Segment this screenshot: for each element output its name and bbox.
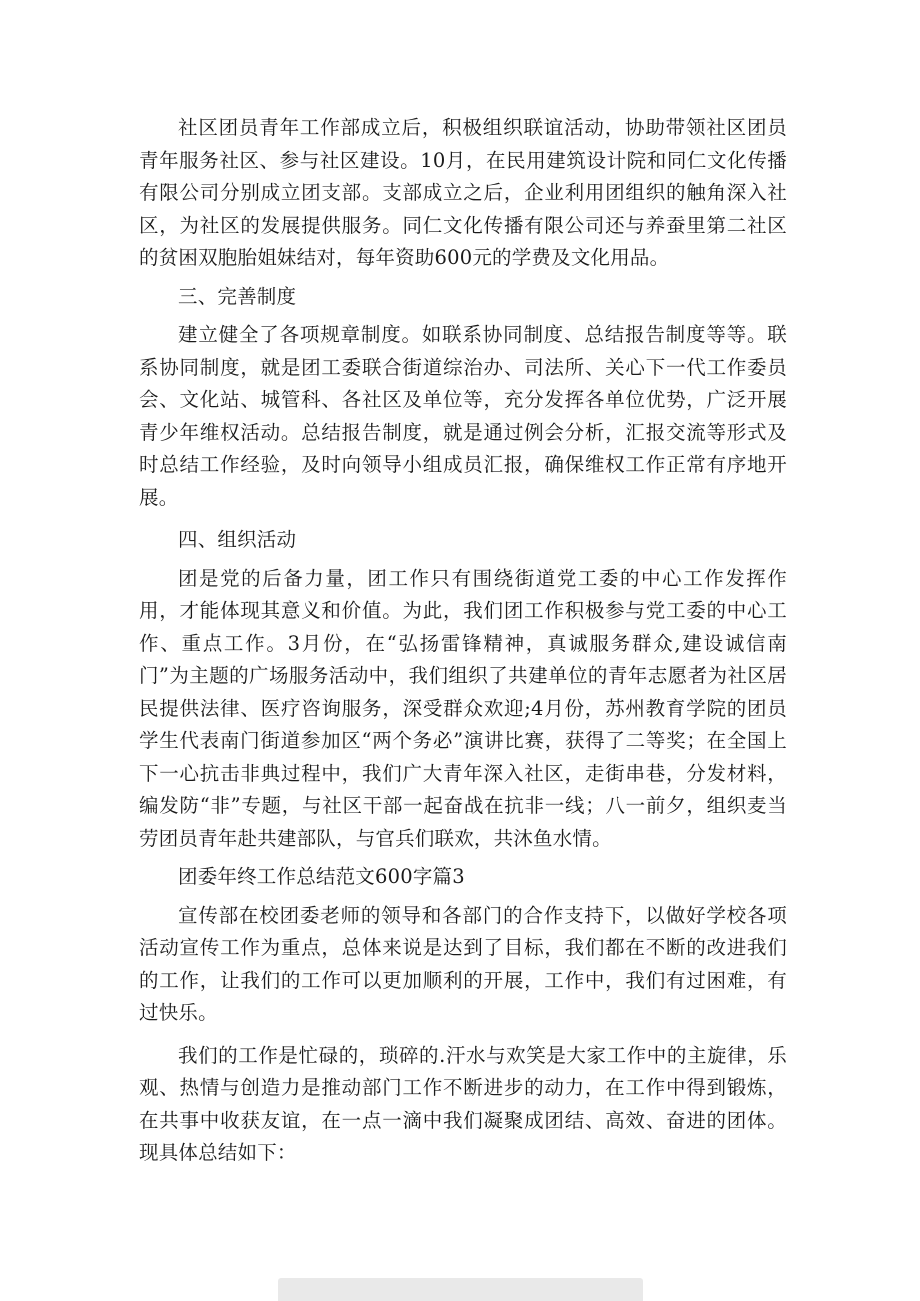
paragraph-activities: 团是党的后备力量，团工作只有围绕街道党工委的中心工作发挥作用，才能体现其意义和价值。为此，我们团工作积极参与党工委的中心工作、重点工作。3月份，在“弘扬雷锋精神，真诚服务群众,建设诚信南门”为主题的广场服务活动中，我们组织了共建单位的青年志愿者为社区居民提供法律、医疗咨询服务，深受群众欢迎;4月份，苏州教育学院的团员学生代表南门街道参加区“两个务必”演讲比赛，获得了二等奖；在全国上下一心抗击非典过程中，我们广大青年深入社区，走街串巷，分发材料，编发防“非”专题，与社区干部一起奋战在抗非一线；八一前夕，组织麦当劳团员青年赴共建部队，与官兵们联欢，共沐鱼水情。 (139, 566, 787, 850)
paragraph-publicity-dept: 宣传部在校团委老师的领导和各部门的合作支持下，以做好学校各项活动宣传工作为重点，总体来说是达到了目标，我们都在不断的改进我们的工作，让我们的工作可以更加顺利的开展，工作中，我们有过困难，有过快乐。 (139, 903, 787, 1024)
page-footer-bar (278, 1278, 643, 1301)
paragraph-community-youth: 社区团员青年工作部成立后，积极组织联谊活动，协助带领社区团员青年服务社区、参与社区建设。10月，在民用建筑设计院和同仁文化传播有限公司分别成立团支部。支部成立之后，企业利用团组织的触角深入社区，为社区的发展提供服务。同仁文化传播有限公司还与养蚕里第二社区的贫困双胞胎姐妹结对，每年资助600元的学费及文化用品。 (139, 116, 787, 269)
paragraph-rules-system: 建立健全了各项规章制度。如联系协同制度、总结报告制度等等。联系协同制度，就是团工委联合街道综治办、司法所、关心下一代工作委员会、文化站、城管科、各社区及单位等，充分发挥各单位优势，广泛开展青少年维权活动。总结报告制度，就是通过例会分析，汇报交流等形式及时总结工作经验，及时向领导小组成员汇报，确保维权工作正常有序地开展。 (139, 323, 787, 509)
article-title-part3: 团委年终工作总结范文600字篇3 (178, 865, 465, 888)
paragraph-work-summary: 我们的工作是忙碌的，琐碎的.汗水与欢笑是大家工作中的主旋律，乐观、热情与创造力是推动部门工作不断进步的动力，在工作中得到锻炼，在共事中收获友谊，在一点一滴中我们凝聚成团结、高效、奋进的团体。现具体总结如下： (139, 1043, 787, 1164)
section-heading-organize-activities: 四、组织活动 (178, 528, 297, 551)
section-heading-improve-system: 三、完善制度 (178, 284, 297, 308)
document-body (139, 112, 787, 1170)
